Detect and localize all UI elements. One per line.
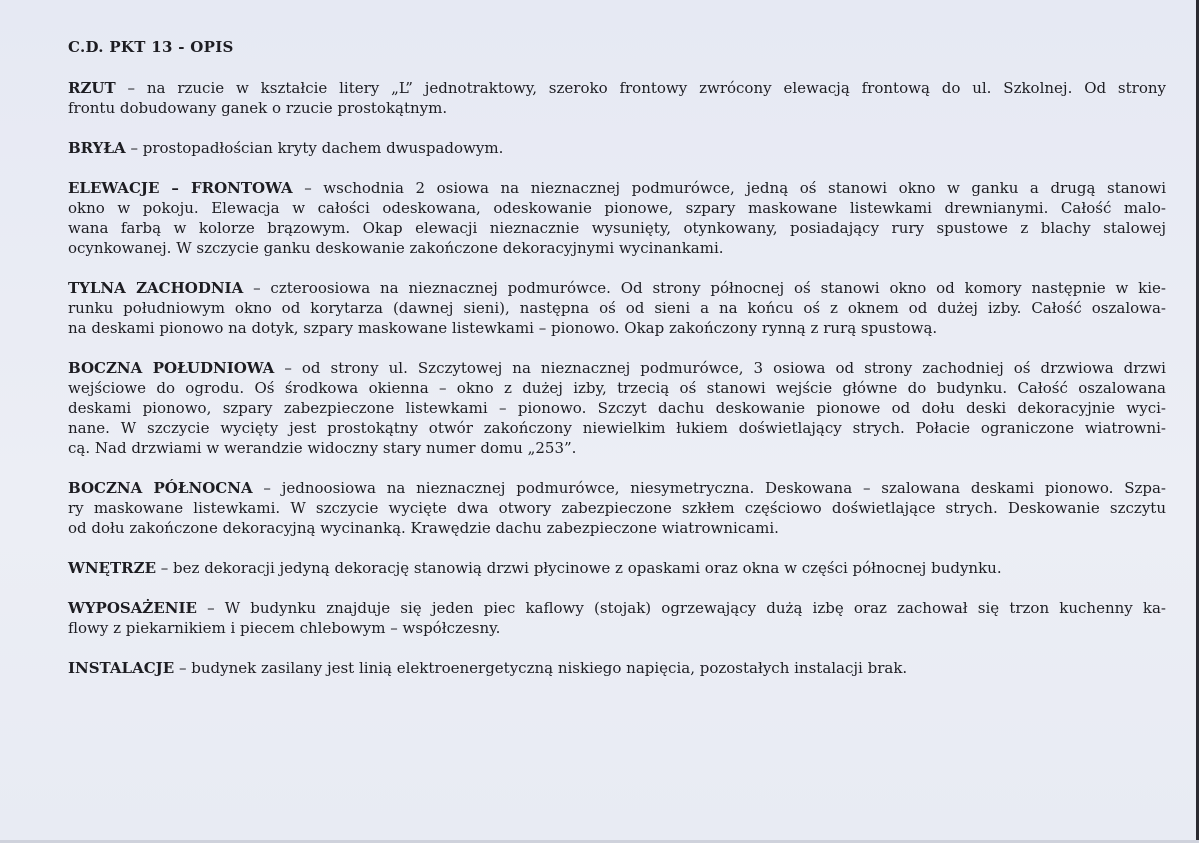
section-text: deskami pionowo, szpary zabezpieczone listewkami – pionowo. Szczyt dachu deskowanie pionowe od dołu deski dekoracyjnie wyci- — [68, 399, 1166, 417]
section-paragraph — [68, 278, 1166, 338]
section-paragraph — [68, 598, 1166, 638]
section-heading: INSTALACJE — [68, 659, 175, 677]
section-heading: TYLNA ZACHODNIA — [68, 279, 244, 297]
section-heading: BOCZNA PÓŁNOCNA — [68, 479, 253, 497]
section-text: frontu dobudowany ganek o rzucie prostokątnym. — [68, 99, 448, 117]
text-line — [68, 318, 1166, 338]
text-line — [68, 418, 1166, 438]
section-paragraph — [68, 78, 1166, 118]
section-heading: WYPOSAŻENIE — [68, 599, 197, 617]
text-line — [68, 518, 1166, 538]
text-line — [68, 198, 1166, 218]
section-heading: BRYŁA — [68, 139, 126, 157]
section-text: cą. Nad drzwiami w werandzie widoczny stary numer domu „253”. — [68, 439, 577, 457]
section-text: – W budynku znajduje się jeden piec kaflowy (stojak) ogrzewający dużą izbę oraz zachował się trzon kuchenny ka- — [196, 599, 1166, 617]
text-line — [68, 278, 1166, 298]
text-line — [68, 378, 1166, 398]
section-text: – od strony ul. Szczytowej na nieznacznej podmurówce, 3 osiowa od strony zachodniej oś drzwiowa drzwi — [274, 359, 1166, 377]
text-line — [68, 498, 1166, 518]
section-text: – budynek zasilany jest linią elektroenergetyczną niskiego napięcia, pozostałych instalacji brak. — [174, 659, 908, 677]
section-text: na deskami pionowo na dotyk, szpary maskowane listewkami – pionowo. Okap zakończony rynną z rurą spustową. — [68, 319, 938, 337]
section-text: – bez dekoracji jedyną dekorację stanowią drzwi płycinowe z opaskami oraz okna w części północnej budynku. — [156, 559, 1002, 577]
section-paragraph — [68, 138, 1166, 158]
text-line — [68, 658, 1166, 678]
section-paragraph — [68, 558, 1166, 578]
section-text: wana farbą w kolorze brązowym. Okap elewacji nieznacznie wysunięty, otynkowany, posiadający rury spustowe z blachy stalowej — [68, 219, 1166, 237]
section-text: okno w pokoju. Elewacja w całości odeskowana, odeskowanie pionowe, szpary maskowane listewkami drewnianymi. Całość malo- — [68, 199, 1166, 217]
text-line — [68, 138, 1166, 158]
section-text: – na rzucie w kształcie litery „L” jednotraktowy, szeroko frontowy zwrócony elewacją frontową do ul. Szkolnej. Od strony — [115, 79, 1166, 97]
text-line — [68, 598, 1166, 618]
document-body — [68, 37, 1166, 698]
text-line — [68, 618, 1166, 638]
text-line — [68, 478, 1166, 498]
section-text: – jednoosiowa na nieznacznej podmurówce, niesymetryczna. Deskowana – szalowana deskami pionowo. Szpa- — [252, 479, 1166, 497]
section-text: ocynkowanej. W szczycie ganku deskowanie zakończone dekoracyjnymi wycinankami. — [68, 239, 724, 257]
section-heading: WNĘTRZE — [68, 559, 157, 577]
section-heading: ELEWACJE – FRONTOWA — [68, 179, 293, 197]
text-line — [68, 298, 1166, 318]
section-paragraph — [68, 358, 1166, 458]
section-heading: RZUT — [68, 79, 116, 97]
section-paragraph — [68, 178, 1166, 258]
text-line — [68, 218, 1166, 238]
text-line — [68, 438, 1166, 458]
section-text: ry maskowane listewkami. W szczycie wycięte dwa otwory zabezpieczone szkłem częściowo doświetlające strych. Deskowanie szczytu — [68, 499, 1166, 517]
document-title: C.D. PKT 13 - OPIS — [68, 38, 234, 56]
section-text: od dołu zakończone dekoracyjną wycinanką. Krawędzie dachu zabezpieczone wiatrownicami. — [68, 519, 779, 537]
section-text: runku południowym okno od korytarza (dawnej sieni), następna oś od sieni a na końcu oś z oknem od dużej izby. Całość oszalowa- — [68, 299, 1166, 317]
section-paragraph — [68, 478, 1166, 538]
text-line — [68, 558, 1166, 578]
text-line — [68, 358, 1166, 378]
text-line — [68, 238, 1166, 258]
text-line — [68, 78, 1166, 98]
section-text: flowy z piekarnikiem i piecem chlebowym – współczesny. — [68, 619, 501, 637]
section-text: – czteroosiowa na nieznacznej podmurówce. Od strony północnej oś stanowi okno od komory następnie w kie- — [243, 279, 1166, 297]
text-line — [68, 398, 1166, 418]
section-heading: BOCZNA POŁUDNIOWA — [68, 359, 275, 377]
section-text: – prostopadłościan kryty dachem dwuspadowym. — [125, 139, 504, 157]
text-line — [68, 98, 1166, 118]
section-paragraph — [68, 658, 1166, 678]
text-line — [68, 178, 1166, 198]
section-text: wejściowe do ogrodu. Oś środkowa okienna – okno z dużej izby, trzecią oś stanowi wejście główne do budynku. Całość oszalowana — [68, 379, 1166, 397]
section-text: nane. W szczycie wycięty jest prostokątny otwór zakończony niewielkim łukiem doświetlający strych. Połacie ograniczone wiatrowni- — [68, 419, 1166, 437]
section-text: – wschodnia 2 osiowa na nieznacznej podmurówce, jedną oś stanowi okno w ganku a drugą stanowi — [292, 179, 1166, 197]
